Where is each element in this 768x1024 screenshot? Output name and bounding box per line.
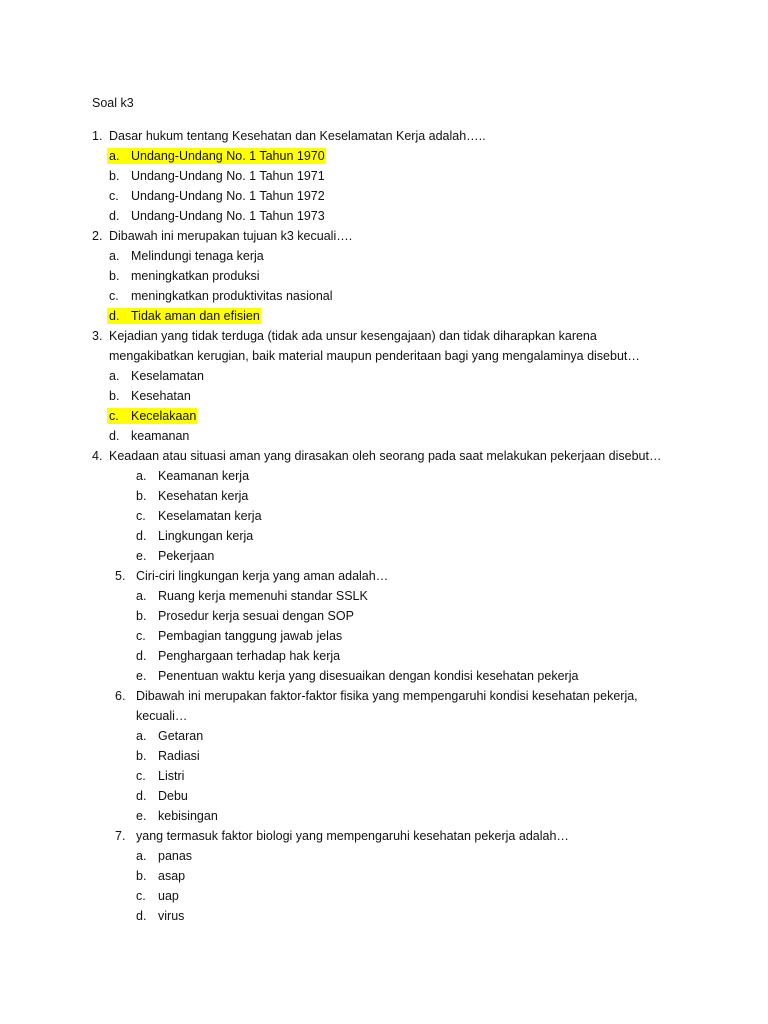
answer-option — [0, 466, 768, 486]
option-text: Keamanan kerja — [158, 469, 250, 483]
answer-options — [0, 586, 768, 686]
question-text-continuation — [0, 346, 768, 366]
option-text: Undang-Undang No. 1 Tahun 1973 — [131, 209, 325, 223]
option-letter: c. — [136, 509, 146, 523]
answer-options — [0, 466, 768, 566]
question-text: Ciri-ciri lingkungan kerja yang aman adalah… — [136, 569, 389, 583]
question-number: 5. — [115, 569, 126, 583]
option-letter: e. — [136, 549, 147, 563]
answer-options — [0, 366, 768, 446]
answer-option — [0, 366, 768, 386]
answer-option — [0, 886, 768, 906]
question-number: 6. — [115, 689, 126, 703]
option-letter: a. — [109, 369, 120, 383]
question-text-continuation — [0, 706, 768, 726]
question-text: Kejadian yang tidak terduga (tidak ada unsur kesengajaan) dan tidak diharapkan karena — [109, 329, 597, 343]
question-text: kecuali… — [136, 709, 188, 723]
question-list — [0, 126, 768, 926]
option-text: Pekerjaan — [158, 549, 215, 563]
question-text: yang termasuk faktor biologi yang mempengaruhi kesehatan pekerja adalah… — [136, 829, 569, 843]
question-text-line — [0, 226, 768, 246]
question-text-line — [0, 126, 768, 146]
option-letter: b. — [136, 869, 147, 883]
option-text: Kesehatan kerja — [158, 489, 249, 503]
question-text: Dasar hukum tentang Kesehatan dan Keselamatan Kerja adalah….. — [109, 129, 486, 143]
question-text: Dibawah ini merupakan faktor-faktor fisika yang mempengaruhi kondisi kesehatan pekerja, — [136, 689, 638, 703]
answer-option — [0, 586, 768, 606]
option-text: Prosedur kerja sesuai dengan SOP — [158, 609, 354, 623]
question-item — [0, 326, 768, 446]
answer-option — [0, 526, 768, 546]
option-letter: a. — [136, 469, 147, 483]
answer-option — [0, 846, 768, 866]
answer-option — [0, 786, 768, 806]
answer-options — [0, 726, 768, 826]
question-number: 7. — [115, 829, 126, 843]
option-letter: d. — [136, 529, 147, 543]
question-text-line — [0, 826, 768, 846]
option-text: Penentuan waktu kerja yang disesuaikan dengan kondisi kesehatan pekerja — [158, 669, 579, 683]
option-text: Undang-Undang No. 1 Tahun 1970 — [131, 149, 325, 163]
option-text: Pembagian tanggung jawab jelas — [158, 629, 343, 643]
question-text-line — [0, 446, 768, 466]
option-letter: a. — [136, 729, 147, 743]
option-text: Penghargaan terhadap hak kerja — [158, 649, 341, 663]
answer-option — [0, 766, 768, 786]
option-letter: a. — [136, 589, 147, 603]
option-letter: c. — [136, 769, 146, 783]
question-text: Keadaan atau situasi aman yang dirasakan oleh seorang pada saat melakukan pekerjaan disebut… — [109, 449, 662, 463]
answer-option — [0, 186, 768, 206]
option-letter: d. — [109, 309, 120, 323]
option-text: kebisingan — [158, 809, 218, 823]
question-item — [0, 566, 768, 686]
option-text: panas — [158, 849, 193, 863]
option-letter: c. — [109, 289, 119, 303]
option-text: virus — [158, 909, 185, 923]
question-text: Dibawah ini merupakan tujuan k3 kecuali…. — [109, 229, 353, 243]
answer-option — [0, 426, 768, 446]
answer-option — [0, 626, 768, 646]
answer-option — [0, 206, 768, 226]
answer-option — [0, 386, 768, 406]
option-text: Radiasi — [158, 749, 200, 763]
answer-option — [0, 266, 768, 286]
option-letter: d. — [136, 649, 147, 663]
option-text: Melindungi tenaga kerja — [131, 249, 264, 263]
option-letter: d. — [109, 429, 120, 443]
answer-option — [0, 726, 768, 746]
option-text: Kesehatan — [131, 389, 191, 403]
option-letter: c. — [136, 629, 146, 643]
option-text: Getaran — [158, 729, 204, 743]
option-text: meningkatkan produktivitas nasional — [131, 289, 333, 303]
answer-option — [0, 606, 768, 626]
question-text-line — [0, 326, 768, 346]
answer-option — [0, 806, 768, 826]
answer-options — [0, 146, 768, 226]
option-letter: b. — [109, 389, 120, 403]
answer-option — [0, 486, 768, 506]
option-text: Listri — [158, 769, 185, 783]
question-number: 3. — [92, 329, 103, 343]
option-letter: e. — [136, 669, 147, 683]
answer-option-highlighted — [0, 146, 768, 166]
answer-option — [0, 546, 768, 566]
option-letter: c. — [109, 189, 119, 203]
option-text: Undang-Undang No. 1 Tahun 1972 — [131, 189, 325, 203]
question-item — [0, 226, 768, 326]
question-number: 1. — [92, 129, 103, 143]
option-text: uap — [158, 889, 179, 903]
option-letter: b. — [109, 269, 120, 283]
question-item — [0, 686, 768, 826]
option-text: Debu — [158, 789, 188, 803]
answer-option — [0, 666, 768, 686]
option-letter: d. — [136, 909, 147, 923]
option-text: Tidak aman dan efisien — [131, 309, 260, 323]
answer-option — [0, 866, 768, 886]
option-letter: b. — [136, 609, 147, 623]
option-letter: e. — [136, 809, 147, 823]
option-text: asap — [158, 869, 186, 883]
option-letter: a. — [109, 249, 120, 263]
option-text: Keselamatan kerja — [158, 509, 262, 523]
question-number: 2. — [92, 229, 103, 243]
option-text: Kecelakaan — [131, 409, 197, 423]
option-text: Lingkungan kerja — [158, 529, 254, 543]
answer-option — [0, 646, 768, 666]
answer-option — [0, 906, 768, 926]
option-letter: b. — [136, 489, 147, 503]
option-letter: b. — [109, 169, 120, 183]
question-item — [0, 446, 768, 566]
option-letter: b. — [136, 749, 147, 763]
option-letter: c. — [136, 889, 146, 903]
document-title: Soal k3 — [92, 96, 134, 110]
option-text: Ruang kerja memenuhi standar SSLK — [158, 589, 368, 603]
answer-options — [0, 846, 768, 926]
answer-option — [0, 246, 768, 266]
option-letter: a. — [136, 849, 147, 863]
answer-option — [0, 746, 768, 766]
answer-option — [0, 166, 768, 186]
option-letter: d. — [136, 789, 147, 803]
answer-option — [0, 286, 768, 306]
question-item — [0, 126, 768, 226]
answer-option-highlighted — [0, 406, 768, 426]
option-letter: c. — [109, 409, 119, 423]
answer-options — [0, 246, 768, 326]
option-letter: d. — [109, 209, 120, 223]
question-text-line — [0, 566, 768, 586]
question-text: mengakibatkan kerugian, baik material maupun penderitaan bagi yang mengalaminya disebut… — [109, 349, 640, 363]
answer-option-highlighted — [0, 306, 768, 326]
option-text: meningkatkan produksi — [131, 269, 260, 283]
question-item — [0, 826, 768, 926]
option-text: Undang-Undang No. 1 Tahun 1971 — [131, 169, 325, 183]
option-letter: a. — [109, 149, 120, 163]
option-text: Keselamatan — [131, 369, 204, 383]
option-text: keamanan — [131, 429, 190, 443]
question-number: 4. — [92, 449, 103, 463]
question-text-line — [0, 686, 768, 706]
answer-option — [0, 506, 768, 526]
